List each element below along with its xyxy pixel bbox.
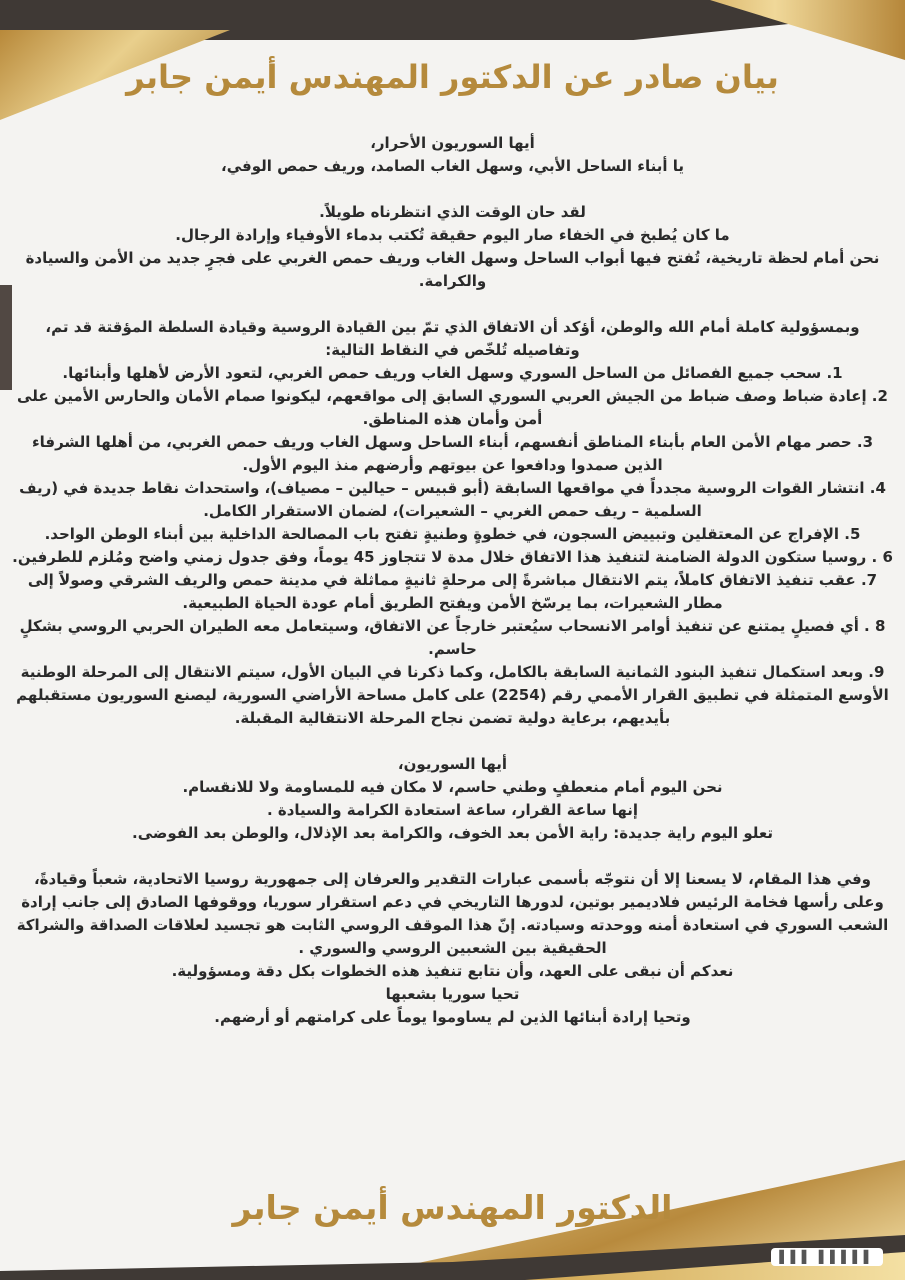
thanks-paragraph: وفي هذا المقام، لا يسعنا إلا أن نتوجّه بأسمى عبارات التقدير والعرفان إلى جمهورية روسيا الاتحادية، شعباً وقيادةً، وعلى رأسها فخامة الرئيس فلاديمير بوتين، لدورها التاريخي في دعم استقرار سوريا، ووقوفها الصادق إلى جانب إرادة الشعب السوري في استعادة أمنه ووحدته وسيادته. إنّ هذا الموقف الروسي الثابت هو تجسيد لعلاقات الصداقة والشراكة الحقيقية بين الشعبين الروسي والسوري .	[16, 870, 889, 957]
watermark-badge: ▌▌▌▌▌ ▌▌▌	[771, 1248, 883, 1266]
page-title: بيان صادر عن الدكتور المهندس أيمن جابر	[126, 58, 779, 96]
appeal-line: نحن اليوم أمام منعطفٍ وطني حاسم، لا مكان فيه للمساومة ولا للانقسام.	[182, 778, 723, 796]
greeting-line: يا أبناء الساحل الأبي، وسهل الغاب الصامد، وريف حمص الوفي،	[221, 157, 684, 175]
agreement-point: 1. سحب جميع الفصائل من الساحل السوري وسهل الغاب وريف حمص الغربي، لتعود الأرض لأهلها وأبنائها.	[62, 364, 843, 382]
agreement-point: 7. عقب تنفيذ الاتفاق كاملاً، يتم الانتقال مباشرةً إلى مرحلةٍ ثانيةٍ مماثلة في مدينة حمص والريف الشرقي وصولاً إلى مطار الشعيرات، بما يرسّخ الأمن ويفتح الطريق أمام عودة الحياة الطبيعية.	[27, 571, 878, 612]
agreement-point: 2. إعادة ضباط وصف ضباط من الجيش العربي السوري السابق إلى مواقعهم، ليكونوا صمام الأمان والحارس الأمين على أمن وأمان هذه المناطق.	[17, 387, 888, 428]
closing-line: نعدكم أن نبقى على العهد، وأن نتابع تنفيذ هذه الخطوات بكل دقة ومسؤولية.	[171, 962, 734, 980]
closing-line: تحيا سوريا بشعبها	[385, 985, 520, 1003]
appeal-line: تعلو اليوم راية جديدة: راية الأمن بعد الخوف، والكرامة بعد الإذلال، والوطن بعد الفوضى.	[132, 824, 773, 842]
side-bar-decoration	[0, 285, 12, 390]
agreement-point: 3. حصر مهام الأمن العام بأبناء المناطق أنفسهم، أبناء الساحل وسهل الغاب وريف حمص الغربي، من أهلها الشرفاء الذين صمدوا ودافعوا عن بيوتهم وأرضهم منذ اليوم الأول.	[31, 433, 874, 474]
greeting-line: أيها السوريون الأحرار،	[370, 134, 535, 152]
agreement-point: 4. انتشار القوات الروسية مجدداً في مواقعها السابقة (أبو قبيس – حيالين – مصياف)، واستحداث نقاط جديدة في (ريف السلمية – ريف حمص الغربي – الشعيرات)، لضمان الاستقرار الكامل.	[19, 479, 886, 520]
appeal-line: أيها السوريون،	[397, 755, 508, 773]
intro-line: لقد حان الوقت الذي انتظرناه طويلاً.	[319, 203, 586, 221]
statement-body	[12, 132, 893, 1029]
agreement-point: 5. الإفراج عن المعتقلين وتبييض السجون، في خطوةٍ وطنيةٍ تفتح باب المصالحة الداخلية بين أبناء الوطن الواحد.	[44, 525, 861, 543]
agreement-points	[12, 362, 893, 730]
signature: الدكتور المهندس أيمن جابر	[232, 1188, 673, 1227]
agreement-point: 9. وبعد استكمال تنفيذ البنود الثمانية السابقة بالكامل، وكما ذكرنا في البيان الأول، سيتم الانتقال إلى المرحلة الوطنية الأوسع المتمثلة في تطبيق القرار الأممي رقم (2254) على كامل مساحة الأراضي السورية، ليصنع السوريون مستقبلهم بأيديهم، برعاية دولية تضمن نجاح المرحلة الانتقالية المقبلة.	[16, 663, 889, 727]
intro-line: ما كان يُطبخ في الخفاء صار اليوم حقيقة تُكتب بدماء الأوفياء وإرادة الرجال.	[175, 226, 730, 244]
agreement-intro: وبمسؤولية كاملة أمام الله والوطن، أؤكد أن الاتفاق الذي تمّ بين القيادة الروسية وقيادة السلطة المؤقتة قد تم، وتفاصيله تُلخّص في النقاط التالية:	[45, 318, 860, 359]
agreement-point: 8 . أي فصيلٍ يمتنع عن تنفيذ أوامر الانسحاب سيُعتبر خارجاً عن الاتفاق، وسيتعامل معه الطيران الحربي الروسي بشكلٍ حاسم.	[19, 617, 886, 658]
closing-line: وتحيا إرادة أبنائها الذين لم يساوموا يوماً على كرامتهم أو أرضهم.	[214, 1008, 691, 1026]
agreement-point: 6 . روسيا ستكون الدولة الضامنة لتنفيذ هذا الاتفاق خلال مدة لا تتجاوز 45 يوماً، وفق جدول زمني واضح ومُلزم للطرفين.	[12, 548, 893, 566]
appeal-line: إنها ساعة القرار، ساعة استعادة الكرامة والسيادة .	[266, 801, 639, 819]
intro-paragraph: نحن أمام لحظة تاريخية، تُفتح فيها أبواب الساحل وسهل الغاب وريف حمص الغربي على فجرٍ جديد من الأمن والسيادة والكرامة.	[25, 249, 880, 290]
